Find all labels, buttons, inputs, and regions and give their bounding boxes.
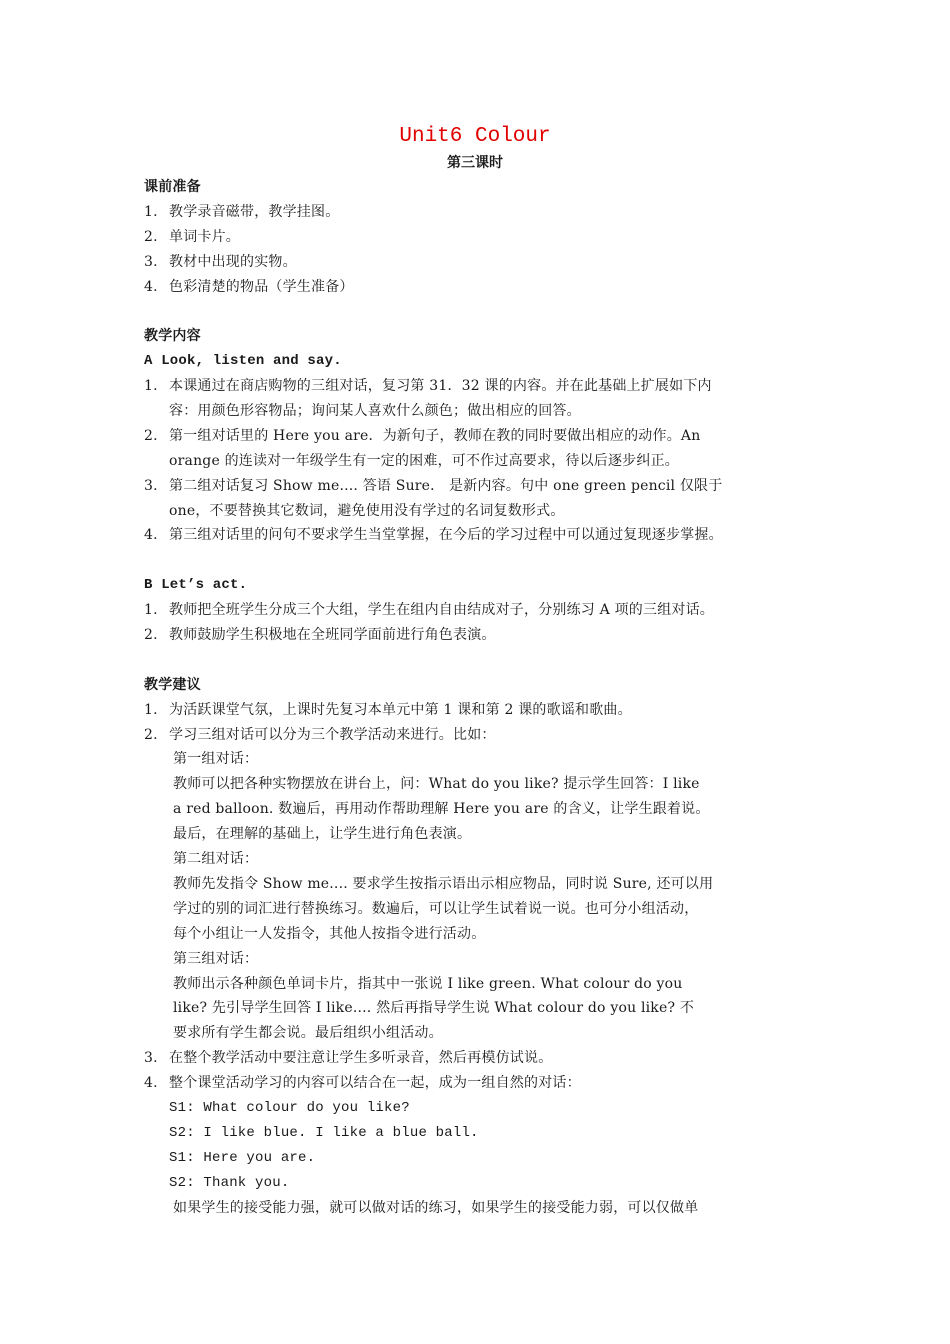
dialogue-line: S1: Here you are. xyxy=(169,1149,316,1166)
list-number: 2. xyxy=(144,228,158,245)
part-a-item xyxy=(144,374,824,399)
dialogue-line: S2: I like blue. I like a blue ball. xyxy=(169,1124,479,1141)
list-text: 教师鼓励学生积极地在全班同学面前进行角色表演。 xyxy=(169,627,496,644)
advice-item xyxy=(144,698,824,723)
dialogue-group-text: 教师可以把各种实物摆放在讲台上，问：What do you like? 提示学生回答：I like xyxy=(173,776,700,793)
dialogue-group-label: 第二组对话： xyxy=(173,851,259,868)
dialogue-group-text: 教师出示各种颜色单词卡片，指其中一张说 I like green. What colour do you xyxy=(173,975,683,992)
list-text: 学习三组对话可以分为三个教学活动来进行。比如： xyxy=(169,726,496,743)
list-number: 3. xyxy=(144,253,158,270)
document-body xyxy=(144,175,824,1220)
list-text: 第三组对话里的问句不要求学生当堂掌握，在今后的学习过程中可以通过复现逐步掌握。 xyxy=(169,527,723,544)
part-b-item xyxy=(144,598,824,623)
list-text: 在整个教学活动中要注意让学生多听录音，然后再模仿试说。 xyxy=(169,1050,553,1067)
part-a-item xyxy=(144,424,824,449)
list-number: 3. xyxy=(144,477,158,494)
prep-item xyxy=(144,225,824,250)
dialogue-group-text: 学过的别的词汇进行替换练习。数遍后，可以让学生试着说一说。也可分小组活动， xyxy=(173,900,699,917)
prep-item xyxy=(144,250,824,275)
list-number: 2. xyxy=(144,726,158,743)
list-number: 1. xyxy=(144,203,158,220)
list-number: 1. xyxy=(144,378,158,395)
dialogue-group-text: like? 先引导学生回答 I like.... 然后再指导学生说 What colour do you like? 不 xyxy=(173,1000,695,1017)
part-a-label: A Look, listen and say. xyxy=(144,353,342,370)
content-heading: 教学内容 xyxy=(144,328,201,345)
dialogue-line: S2: Thank you. xyxy=(169,1174,290,1191)
part-a-item xyxy=(144,474,824,499)
list-number: 1. xyxy=(144,701,158,718)
list-text: 第二组对话复习 Show me.... 答语 Sure． 是新内容。句中 one green pencil 仅限于 xyxy=(169,477,723,494)
list-number: 3. xyxy=(144,1050,158,1067)
list-text-continued: orange 的连读对一年级学生有一定的困难，可不作过高要求，待以后逐步纠正。 xyxy=(169,452,679,469)
prep-heading: 课前准备 xyxy=(144,179,201,195)
list-text: 教学录音磁带，教学挂图。 xyxy=(169,203,340,220)
part-b-label: B Let’s act. xyxy=(144,577,248,594)
lesson-subtitle: 第三课时 xyxy=(447,155,503,171)
dialogue-line: S1: What colour do you like? xyxy=(169,1099,410,1116)
closing-text: 如果学生的接受能力强，就可以做对话的练习，如果学生的接受能力弱，可以仅做单 xyxy=(173,1199,699,1216)
list-text: 第一组对话里的 Here you are．为新句子，教师在教的同时要做出相应的动作。An xyxy=(169,427,701,444)
list-text-continued: 容：用颜色形容物品；询问某人喜欢什么颜色；做出相应的回答。 xyxy=(169,403,581,420)
advice-item xyxy=(144,1046,824,1071)
part-b-item xyxy=(144,623,824,648)
advice-item xyxy=(144,1071,824,1096)
document-title: Unit6 Colour xyxy=(399,125,551,148)
prep-item xyxy=(144,200,824,225)
list-number: 4. xyxy=(144,527,158,544)
dialogue-group-text: 要求所有学生都会说。最后组织小组活动。 xyxy=(173,1025,443,1042)
list-number: 4. xyxy=(144,1075,158,1092)
list-number: 2. xyxy=(144,627,158,644)
dialogue-group-label: 第一组对话： xyxy=(173,751,259,768)
advice-heading: 教学建议 xyxy=(144,676,201,693)
list-text-continued: one，不要替换其它数词，避免使用没有学过的名词复数形式。 xyxy=(169,502,565,519)
list-text: 单词卡片。 xyxy=(169,228,240,245)
prep-item xyxy=(144,275,824,300)
advice-item xyxy=(144,723,824,748)
dialogue-group-text: 教师先发指令 Show me.... 要求学生按指示语出示相应物品，同时说 Sure, 还可以用 xyxy=(173,875,714,892)
list-text: 教师把全班学生分成三个大组，学生在组内自由结成对子，分别练习 A 项的三组对话。 xyxy=(169,602,715,619)
part-a-item xyxy=(144,523,824,548)
dialogue-group-text: 最后，在理解的基础上，让学生进行角色表演。 xyxy=(173,826,472,843)
list-number: 4. xyxy=(144,278,158,295)
list-number: 2. xyxy=(144,427,158,444)
dialogue-group-text: 每个小组让一人发指令，其他人按指令进行活动。 xyxy=(173,925,486,942)
list-text: 整个课堂活动学习的内容可以结合在一起，成为一组自然的对话： xyxy=(169,1075,581,1092)
list-number: 1. xyxy=(144,602,158,619)
dialogue-group-label: 第三组对话： xyxy=(173,950,259,967)
dialogue-group-text: a red balloon. 数遍后，再用动作帮助理解 Here you are 的含义，让学生跟着说。 xyxy=(173,801,710,818)
list-text: 教材中出现的实物。 xyxy=(169,253,297,270)
list-text: 本课通过在商店购物的三组对话，复习第 31．32 课的内容。并在此基础上扩展如下内 xyxy=(169,378,712,395)
list-text: 为活跃课堂气氛，上课时先复习本单元中第 1 课和第 2 课的歌谣和歌曲。 xyxy=(169,701,632,718)
list-text: 色彩清楚的物品（学生准备） xyxy=(169,278,354,295)
